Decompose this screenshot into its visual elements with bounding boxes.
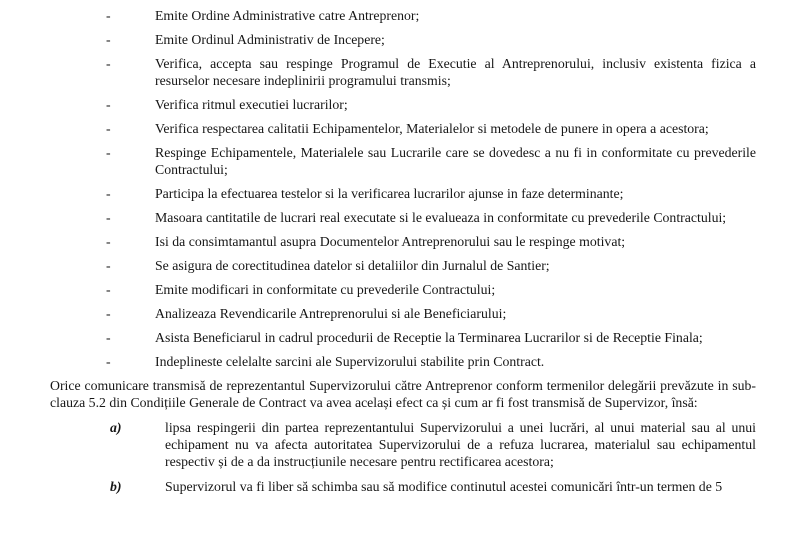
dash-bullet: - xyxy=(106,121,111,136)
lettered-item-marker: b) xyxy=(110,479,122,494)
list-item-text: Asista Beneficiarul in cadrul procedurii de Receptie la Terminarea Lucrarilor si de Receptie Finala; xyxy=(155,330,703,345)
list-item-text: Isi da consimtamantul asupra Documentelor Antreprenorului sau le respinge motivat; xyxy=(155,234,626,249)
list-item-text: Indeplineste celelalte sarcini ale Supervizorului stabilite prin Contract. xyxy=(155,354,545,369)
lettered-item xyxy=(50,478,756,495)
dash-bullet: - xyxy=(106,145,111,160)
list-item-text: Analizeaza Revendicarile Antreprenorului si ale Beneficiarului; xyxy=(155,306,507,321)
dash-bullet: - xyxy=(106,8,111,23)
list-item xyxy=(50,209,756,226)
list-item xyxy=(50,55,756,89)
list-item xyxy=(50,120,756,137)
list-item xyxy=(50,305,756,322)
dash-bullet: - xyxy=(106,258,111,273)
list-item xyxy=(50,7,756,24)
list-item-text: Se asigura de corectitudinea datelor si detaliilor din Jurnalul de Santier; xyxy=(155,258,550,273)
list-item-text: Emite Ordinul Administrativ de Incepere; xyxy=(155,32,385,47)
dash-bullet: - xyxy=(106,97,111,112)
list-item-text: Participa la efectuarea testelor si la verificarea lucrarilor ajunse in faze determinante; xyxy=(155,186,624,201)
list-item-text: Respinge Echipamentele, Materialele sau Lucrarile care se dovedesc a nu fi in conformitate cu prevederile Contractului; xyxy=(155,145,756,177)
dash-bullet: - xyxy=(106,282,111,297)
dash-bullet: - xyxy=(106,234,111,249)
lettered-item-text: lipsa respingerii din partea reprezentantului Supervizorului a unei lucrări, al unui material sau al unui echipament nu va afecta autoritatea Supervizorului de a refuza lucrarea, materialul sau echipamentul respectiv și de a da instrucțiunile necesare pentru rectificarea acestora; xyxy=(165,420,756,469)
list-item xyxy=(50,185,756,202)
list-item xyxy=(50,144,756,178)
lettered-item-marker: a) xyxy=(110,420,122,435)
lettered-item-text: Supervizorul va fi liber să schimba sau să modifice continutul acestei comunicări într-un termen de 5 xyxy=(165,479,723,494)
list-item xyxy=(50,96,756,113)
list-item xyxy=(50,329,756,346)
dash-bullet: - xyxy=(106,306,111,321)
dash-bullet: - xyxy=(106,330,111,345)
body-paragraph: Orice comunicare transmisă de reprezentantul Supervizorului către Antreprenor conform termenilor delegării prevăzute in sub-clauza 5.2 din Condițiile Generale de Contract va avea același efect ca și cum ar fi fost transmisă de Supervizor, însă: xyxy=(50,378,756,410)
dash-bullet: - xyxy=(106,210,111,225)
dash-bullet: - xyxy=(106,56,111,71)
lettered-item xyxy=(50,419,756,470)
dash-bullet: - xyxy=(106,186,111,201)
list-item-text: Emite Ordine Administrative catre Antreprenor; xyxy=(155,8,420,23)
list-item-text: Verifica, accepta sau respinge Programul de Executie al Antreprenorului, inclusiv existenta fizica a resurselor necesare indeplinirii programului transmis; xyxy=(155,56,756,88)
dash-bullet: - xyxy=(106,354,111,369)
list-item xyxy=(50,233,756,250)
list-item-text: Emite modificari in conformitate cu prevederile Contractului; xyxy=(155,282,496,297)
list-item xyxy=(50,281,756,298)
list-item-text: Verifica ritmul executiei lucrarilor; xyxy=(155,97,348,112)
dash-bullet: - xyxy=(106,32,111,47)
list-item xyxy=(50,31,756,48)
list-item xyxy=(50,257,756,274)
list-item-text: Verifica respectarea calitatii Echipamentelor, Materialelor si metodele de punere in opera a acestora; xyxy=(155,121,709,136)
list-item xyxy=(50,353,756,370)
list-item-text: Masoara cantitatile de lucrari real executate si le evalueaza in conformitate cu prevederile Contractului; xyxy=(155,210,727,225)
